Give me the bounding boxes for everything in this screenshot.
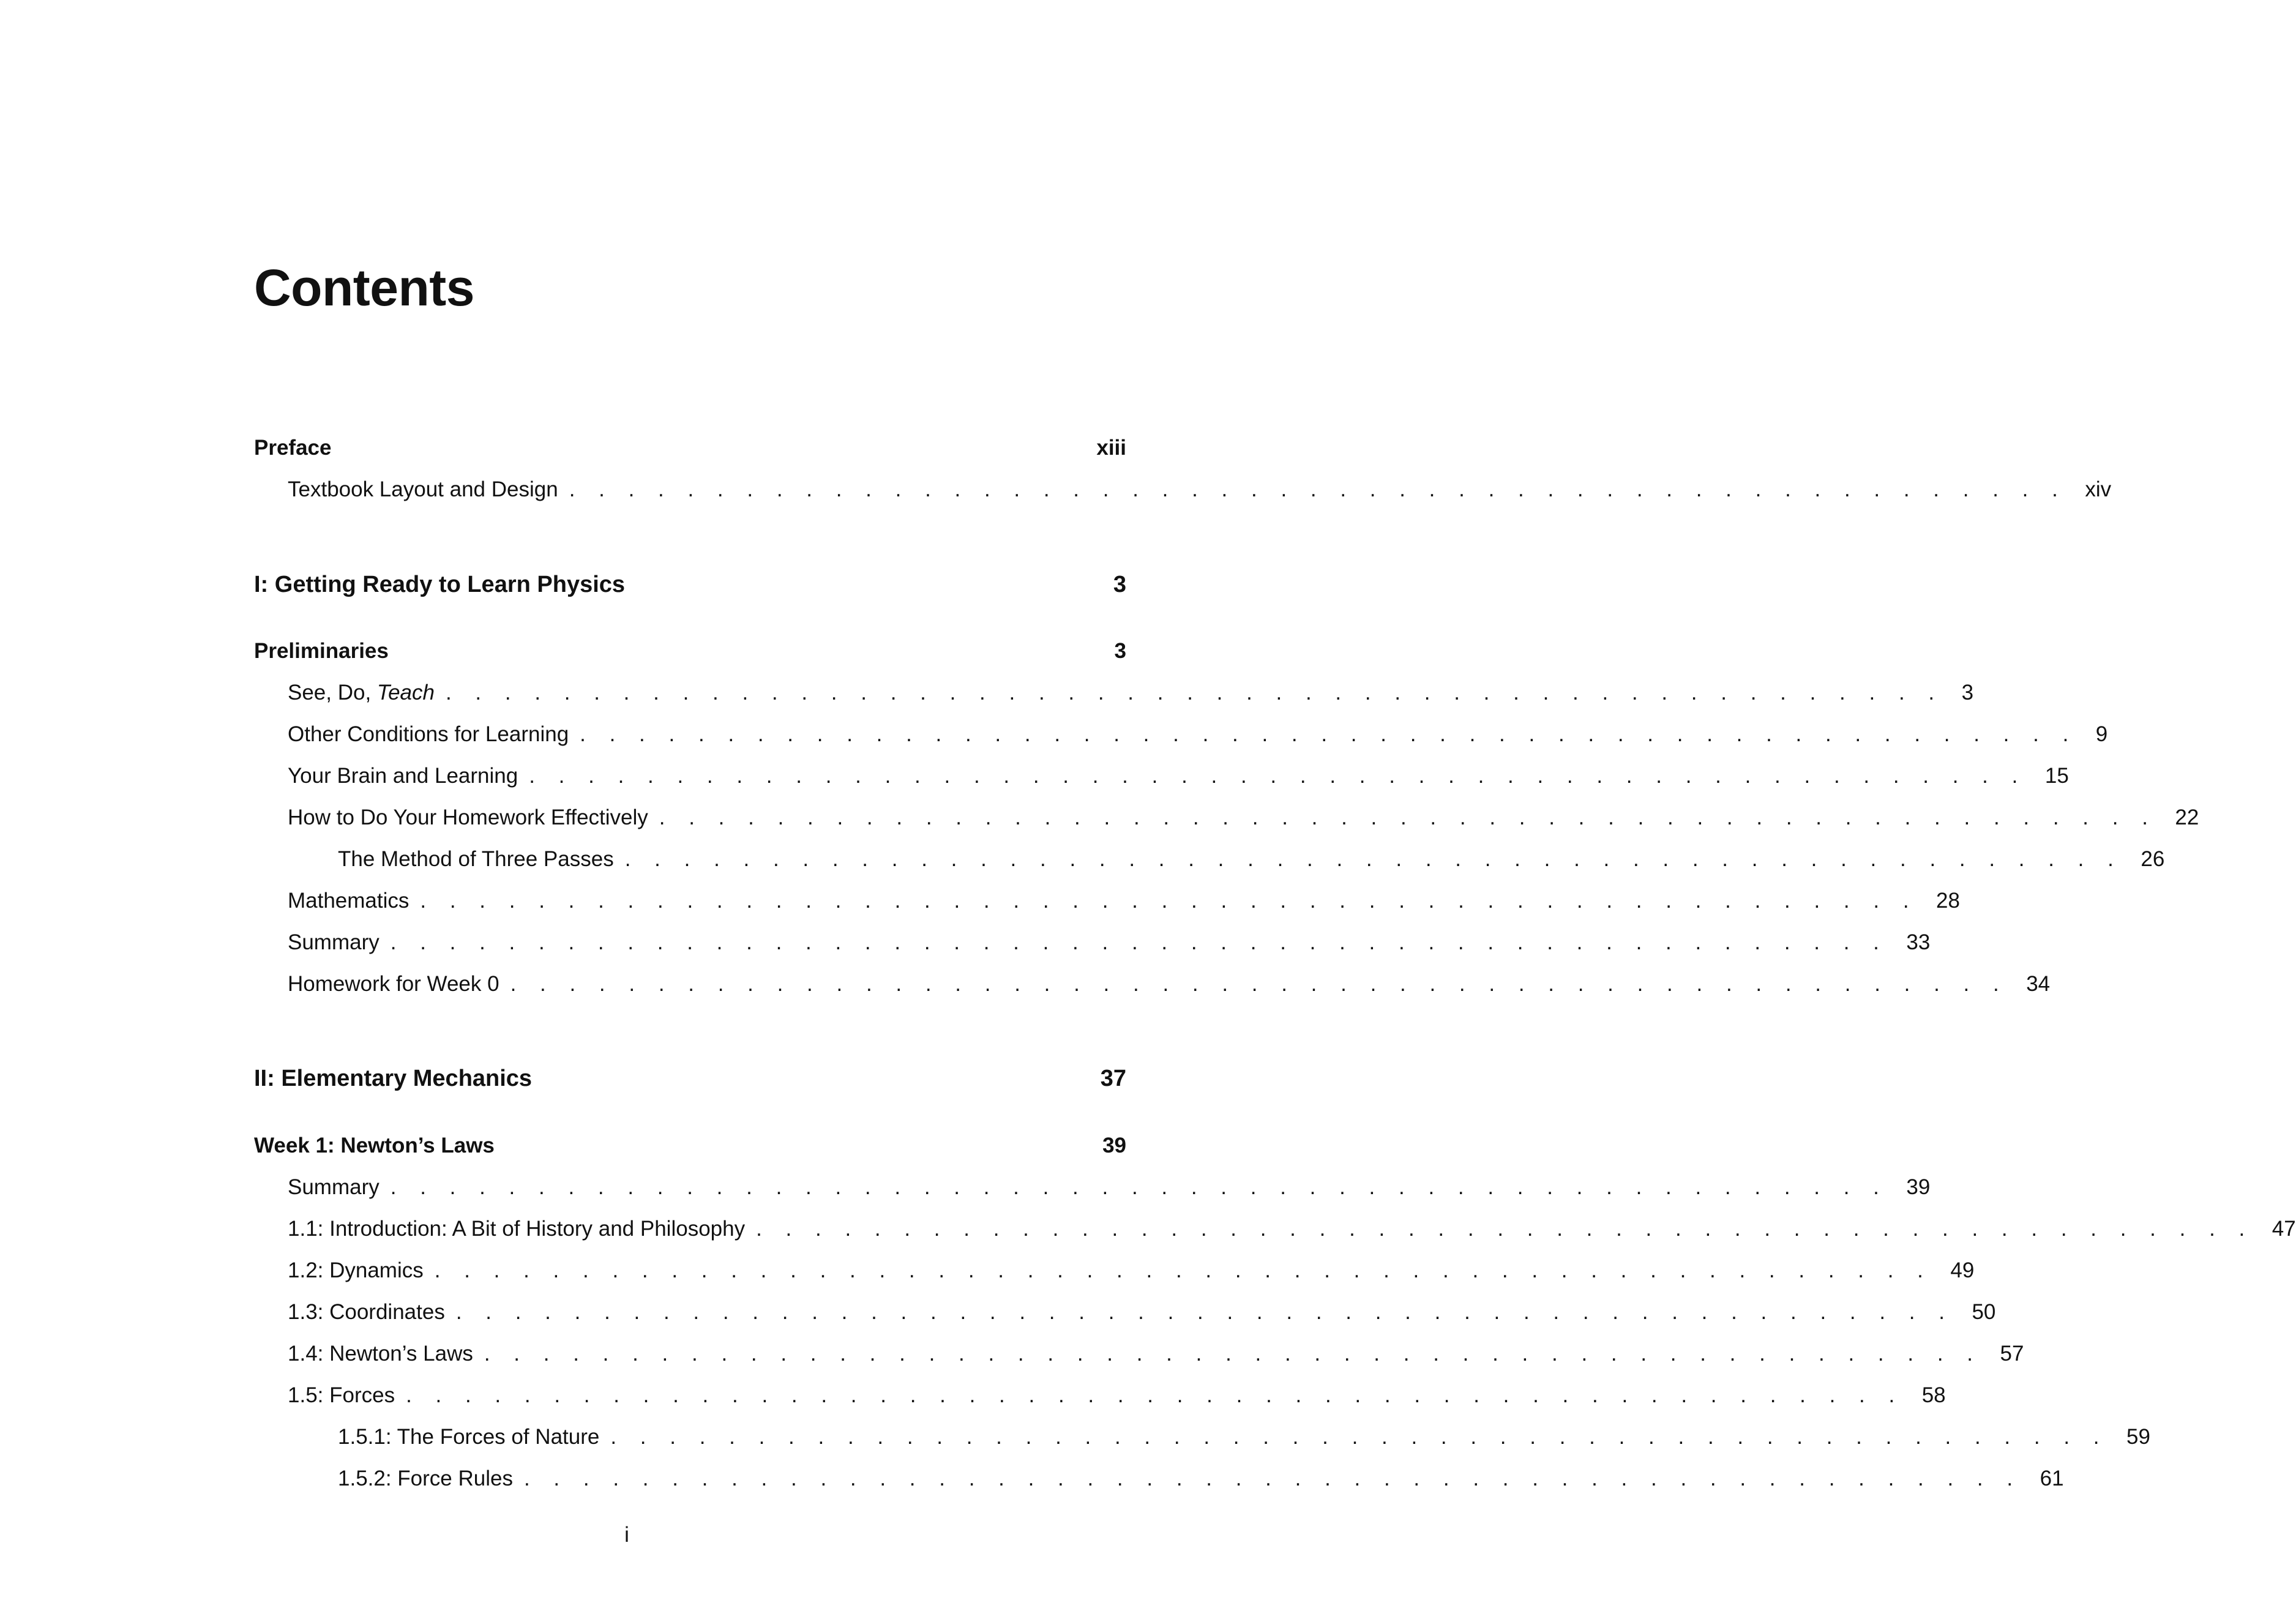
toc-section-brain-learning[interactable] bbox=[254, 764, 2069, 788]
dot-leader: . . . . . . . . . . . . . . . . . . . . . . . . . . . . . . . . . . . . . . . . . . . . . . . . . . . bbox=[624, 847, 2123, 871]
toc-entry-title: Homework for Week 0 bbox=[288, 972, 499, 996]
toc-entry-title: Week 1: Newton’s Laws bbox=[254, 1134, 495, 1157]
toc-entry-page: 33 bbox=[1906, 930, 1931, 954]
toc-entry-title: 1.3: Coordinates bbox=[288, 1300, 445, 1324]
toc-section-mathematics[interactable] bbox=[254, 889, 1960, 913]
toc-entry-title: II: Elementary Mechanics bbox=[254, 1066, 533, 1091]
toc-part-2[interactable] bbox=[254, 1066, 1126, 1092]
toc-entry-page: 26 bbox=[2141, 847, 2165, 871]
dot-leader: . . . . . . . . . . . . . . . . . . . . . . . . . . . . . . . . . . . . . . . . . . . . . . . . . . . bbox=[580, 722, 2077, 746]
dot-leader: . . . . . . . . . . . . . . . . . . . . . . . . . . . . . . . . . . . . . . . . . . . . . . . . . . . bbox=[569, 477, 2067, 501]
dot-leader: . . . . . . . . . . . . . . . . . . . . . . . . . . . . . . . . . . . . . . . . . . . . . . . . . . . bbox=[523, 1467, 2022, 1490]
toc-part-1[interactable] bbox=[254, 572, 1126, 598]
toc-entry-page: 15 bbox=[2044, 764, 2069, 788]
toc-entry-page: 22 bbox=[2175, 805, 2199, 829]
toc-entry-page: xiii bbox=[1096, 436, 1126, 460]
toc-entry-page: xiv bbox=[2085, 477, 2112, 501]
toc-entry-page: 39 bbox=[1102, 1134, 1126, 1157]
dot-leader: . . . . . . . . . . . . . . . . . . . . . . . . . . . . . . . . . . . . . . . . . . . . . . . . . . . bbox=[756, 1217, 2254, 1241]
toc-entry-page: 9 bbox=[2095, 722, 2108, 746]
toc-chapter-preliminaries[interactable] bbox=[254, 639, 1126, 663]
toc-entry-title: How to Do Your Homework Effectively bbox=[288, 805, 648, 829]
toc-entry-page: 59 bbox=[2126, 1425, 2150, 1449]
toc-entry-title: Preliminaries bbox=[254, 639, 389, 663]
toc-entry-title: Other Conditions for Learning bbox=[288, 722, 569, 746]
toc-subsection-three-passes[interactable] bbox=[254, 847, 2165, 872]
toc-subsection-1-5-2[interactable] bbox=[254, 1467, 2064, 1491]
toc-entry-title: 1.1: Introduction: A Bit of History and Philosophy bbox=[288, 1217, 746, 1241]
toc-entry-page: 3 bbox=[1113, 572, 1126, 597]
toc-section-homework-effectively[interactable] bbox=[254, 805, 2199, 830]
dot-leader: . . . . . . . . . . . . . . . . . . . . . . . . . . . . . . . . . . . . . . . . . . . . . . . . . . . bbox=[529, 764, 2027, 788]
toc-entry-title: Summary bbox=[288, 930, 380, 954]
page-title: Contents bbox=[254, 259, 474, 316]
toc-section-see-do-teach[interactable] bbox=[254, 681, 1974, 705]
dot-leader: . . . . . . . . . . . . . . . . . . . . . . . . . . . . . . . . . . . . . . . . . . . . . . . . . . . bbox=[510, 972, 2008, 996]
toc-entry-page: 61 bbox=[2040, 1467, 2064, 1490]
toc-section-summary-week1[interactable] bbox=[254, 1175, 1931, 1200]
toc-entry-title: 1.4: Newton’s Laws bbox=[288, 1342, 473, 1366]
toc-entry-title: Mathematics bbox=[288, 889, 409, 913]
toc-entry-page: 47 bbox=[2272, 1217, 2296, 1241]
toc-entry-title: Your Brain and Learning bbox=[288, 764, 518, 788]
page-number: i bbox=[624, 1523, 629, 1547]
toc-entry-title: Summary bbox=[288, 1175, 380, 1199]
toc-entry-title: The Method of Three Passes bbox=[338, 847, 614, 871]
toc-entry-page: 58 bbox=[1921, 1383, 1946, 1407]
toc-entry-page: 49 bbox=[1950, 1258, 1975, 1282]
dot-leader: . . . . . . . . . . . . . . . . . . . . . . . . . . . . . . . . . . . . . . . . . . . . . . . . . . . bbox=[484, 1342, 1982, 1366]
toc-entry-title: 1.5.1: The Forces of Nature bbox=[338, 1425, 600, 1449]
toc-section-summary-prelim[interactable] bbox=[254, 930, 1931, 955]
toc-entry-page: 37 bbox=[1100, 1066, 1126, 1091]
toc-section-other-conditions[interactable] bbox=[254, 722, 2108, 747]
dot-leader: . . . . . . . . . . . . . . . . . . . . . . . . . . . . . . . . . . . . . . . . . . . . . . . . . . . bbox=[610, 1425, 2108, 1449]
toc-section-1-4[interactable] bbox=[254, 1342, 2024, 1366]
toc-entry-title: 1.5.2: Force Rules bbox=[338, 1467, 513, 1490]
dot-leader: . . . . . . . . . . . . . . . . . . . . . . . . . . . . . . . . . . . . . . . . . . . . . . . . . . . bbox=[445, 681, 1943, 704]
toc-entry-title: Preface bbox=[254, 436, 332, 460]
dot-leader: . . . . . . . . . . . . . . . . . . . . . . . . . . . . . . . . . . . . . . . . . . . . . . . . . . . bbox=[390, 930, 1888, 954]
dot-leader: . . . . . . . . . . . . . . . . . . . . . . . . . . . . . . . . . . . . . . . . . . . . . . . . . . . bbox=[434, 1258, 1932, 1282]
toc-section-1-3[interactable] bbox=[254, 1300, 1996, 1325]
toc-entry-page: 3 bbox=[1114, 639, 1126, 663]
dot-leader: . . . . . . . . . . . . . . . . . . . . . . . . . . . . . . . . . . . . . . . . . . . . . . . . . . . bbox=[406, 1383, 1904, 1407]
toc-section-textbook-layout[interactable] bbox=[254, 477, 2112, 502]
toc-entry-page: 34 bbox=[2026, 972, 2051, 996]
dot-leader: . . . . . . . . . . . . . . . . . . . . . . . . . . . . . . . . . . . . . . . . . . . . . . . . . . . bbox=[659, 805, 2157, 829]
toc-chapter-preface[interactable] bbox=[254, 436, 1126, 460]
toc-entry-page: 57 bbox=[2000, 1342, 2024, 1366]
toc-section-1-5[interactable] bbox=[254, 1383, 1946, 1408]
toc-section-1-2[interactable] bbox=[254, 1258, 1975, 1283]
dot-leader: . . . . . . . . . . . . . . . . . . . . . . . . . . . . . . . . . . . . . . . . . . . . . . . . . . . bbox=[455, 1300, 1954, 1324]
toc-entry-page: 39 bbox=[1906, 1175, 1931, 1199]
toc-entry-title: 1.5: Forces bbox=[288, 1383, 395, 1407]
toc-entry-title: 1.2: Dynamics bbox=[288, 1258, 424, 1282]
toc-entry-title: Textbook Layout and Design bbox=[288, 477, 558, 501]
toc-entry-page: 28 bbox=[1936, 889, 1960, 913]
toc-entry-page: 3 bbox=[1961, 681, 1974, 704]
dot-leader: . . . . . . . . . . . . . . . . . . . . . . . . . . . . . . . . . . . . . . . . . . . . . . . . . . . bbox=[420, 889, 1918, 913]
toc-section-homework-week0[interactable] bbox=[254, 972, 2051, 996]
dot-leader: . . . . . . . . . . . . . . . . . . . . . . . . . . . . . . . . . . . . . . . . . . . . . . . . . . . bbox=[390, 1175, 1888, 1199]
toc-entry-page: 50 bbox=[1972, 1300, 1996, 1324]
toc-chapter-week1[interactable] bbox=[254, 1134, 1126, 1158]
toc-entry-title: See, Do, Teach bbox=[288, 681, 435, 704]
toc-entry-title: I: Getting Ready to Learn Physics bbox=[254, 572, 626, 597]
toc-subsection-1-5-1[interactable] bbox=[254, 1425, 2150, 1449]
toc-section-1-1[interactable] bbox=[254, 1217, 2296, 1241]
